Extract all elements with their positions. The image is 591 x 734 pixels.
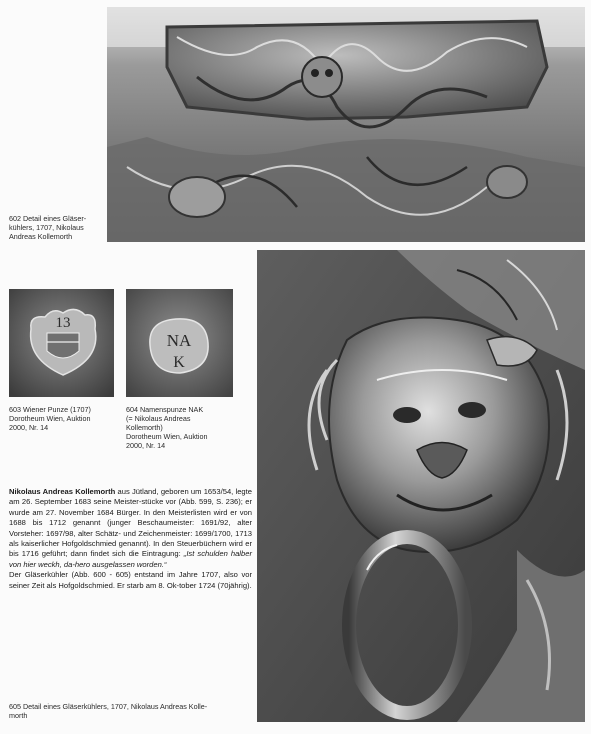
biography-paragraph-2: Der Gläserkühler (Abb. 600 - 605) entstand im Jahre 1707, also vor seiner Zeit als Hofgoldschmied. Er starb am 8. Ok-tober 1724 (70jährig). <box>9 570 252 590</box>
biography-paragraph-1 <box>9 487 252 570</box>
artist-name: Nikolaus Andreas Kollemorth <box>9 487 116 496</box>
caption-604 <box>126 405 242 450</box>
biography-text <box>9 487 252 591</box>
caption-604-line: 2000, Nr. 14 <box>126 441 166 450</box>
caption-604-line: 604 Namenspunze NAK <box>126 405 204 414</box>
photo-602-cooler-detail <box>107 7 585 242</box>
caption-602-line: 602 Detail eines Gläser- <box>9 214 87 223</box>
caption-603-line: 2000, Nr. 14 <box>9 423 49 432</box>
photo-604-maker-mark <box>126 289 233 397</box>
photo-605-lion-handle <box>257 250 585 722</box>
caption-603-line: Dorotheum Wien, Auktion <box>9 414 91 423</box>
caption-605-line: morth <box>9 711 28 720</box>
caption-605-line: 605 Detail eines Gläserkühlers, 1707, Nikolaus Andreas Kolle- <box>9 702 208 711</box>
caption-602-line: Andreas Kollemorth <box>9 232 73 241</box>
photo-603-vienna-hallmark <box>9 289 114 397</box>
caption-604-line: Kollemorth) <box>126 423 163 432</box>
caption-605 <box>9 702 259 720</box>
vienna-mark-text: 13 <box>55 315 71 331</box>
caption-604-line: (= Nikolaus Andreas <box>126 414 191 423</box>
caption-604-line: Dorotheum Wien, Auktion <box>126 432 208 441</box>
caption-602 <box>9 214 104 241</box>
caption-603-line: 603 Wiener Punze (1707) <box>9 405 91 414</box>
caption-602-line: kühlers, 1707, Nikolaus <box>9 223 84 232</box>
maker-mark-initials: NA <box>166 331 192 350</box>
maker-mark-k: K <box>173 354 185 371</box>
archival-quote: „Ist schulden halber von hier weckh, da-hero ausgelassen worden.“ <box>9 549 252 569</box>
caption-603 <box>9 405 117 432</box>
biography-text-1: aus Jütland, geboren um 1653/54, legte am 26. September 1683 seine Meister-stücke vor (Abb. 599, S. 236); er wurde am 27. November 1684 Bürger. In den Meisterlisten wird er von 1688 bis 1712 genannt (junger Beschaumeister: 1691/92, alter Vorsteher: 1697/98, alter Schätz- und Zeichenmeister: 1699/1700, 1713 als kaiserlicher Hofgoldschmied genannt). In den Steuerbüchern wird er bis 1716 geführt; dann findet sich die Eintragung: <box>9 487 252 559</box>
